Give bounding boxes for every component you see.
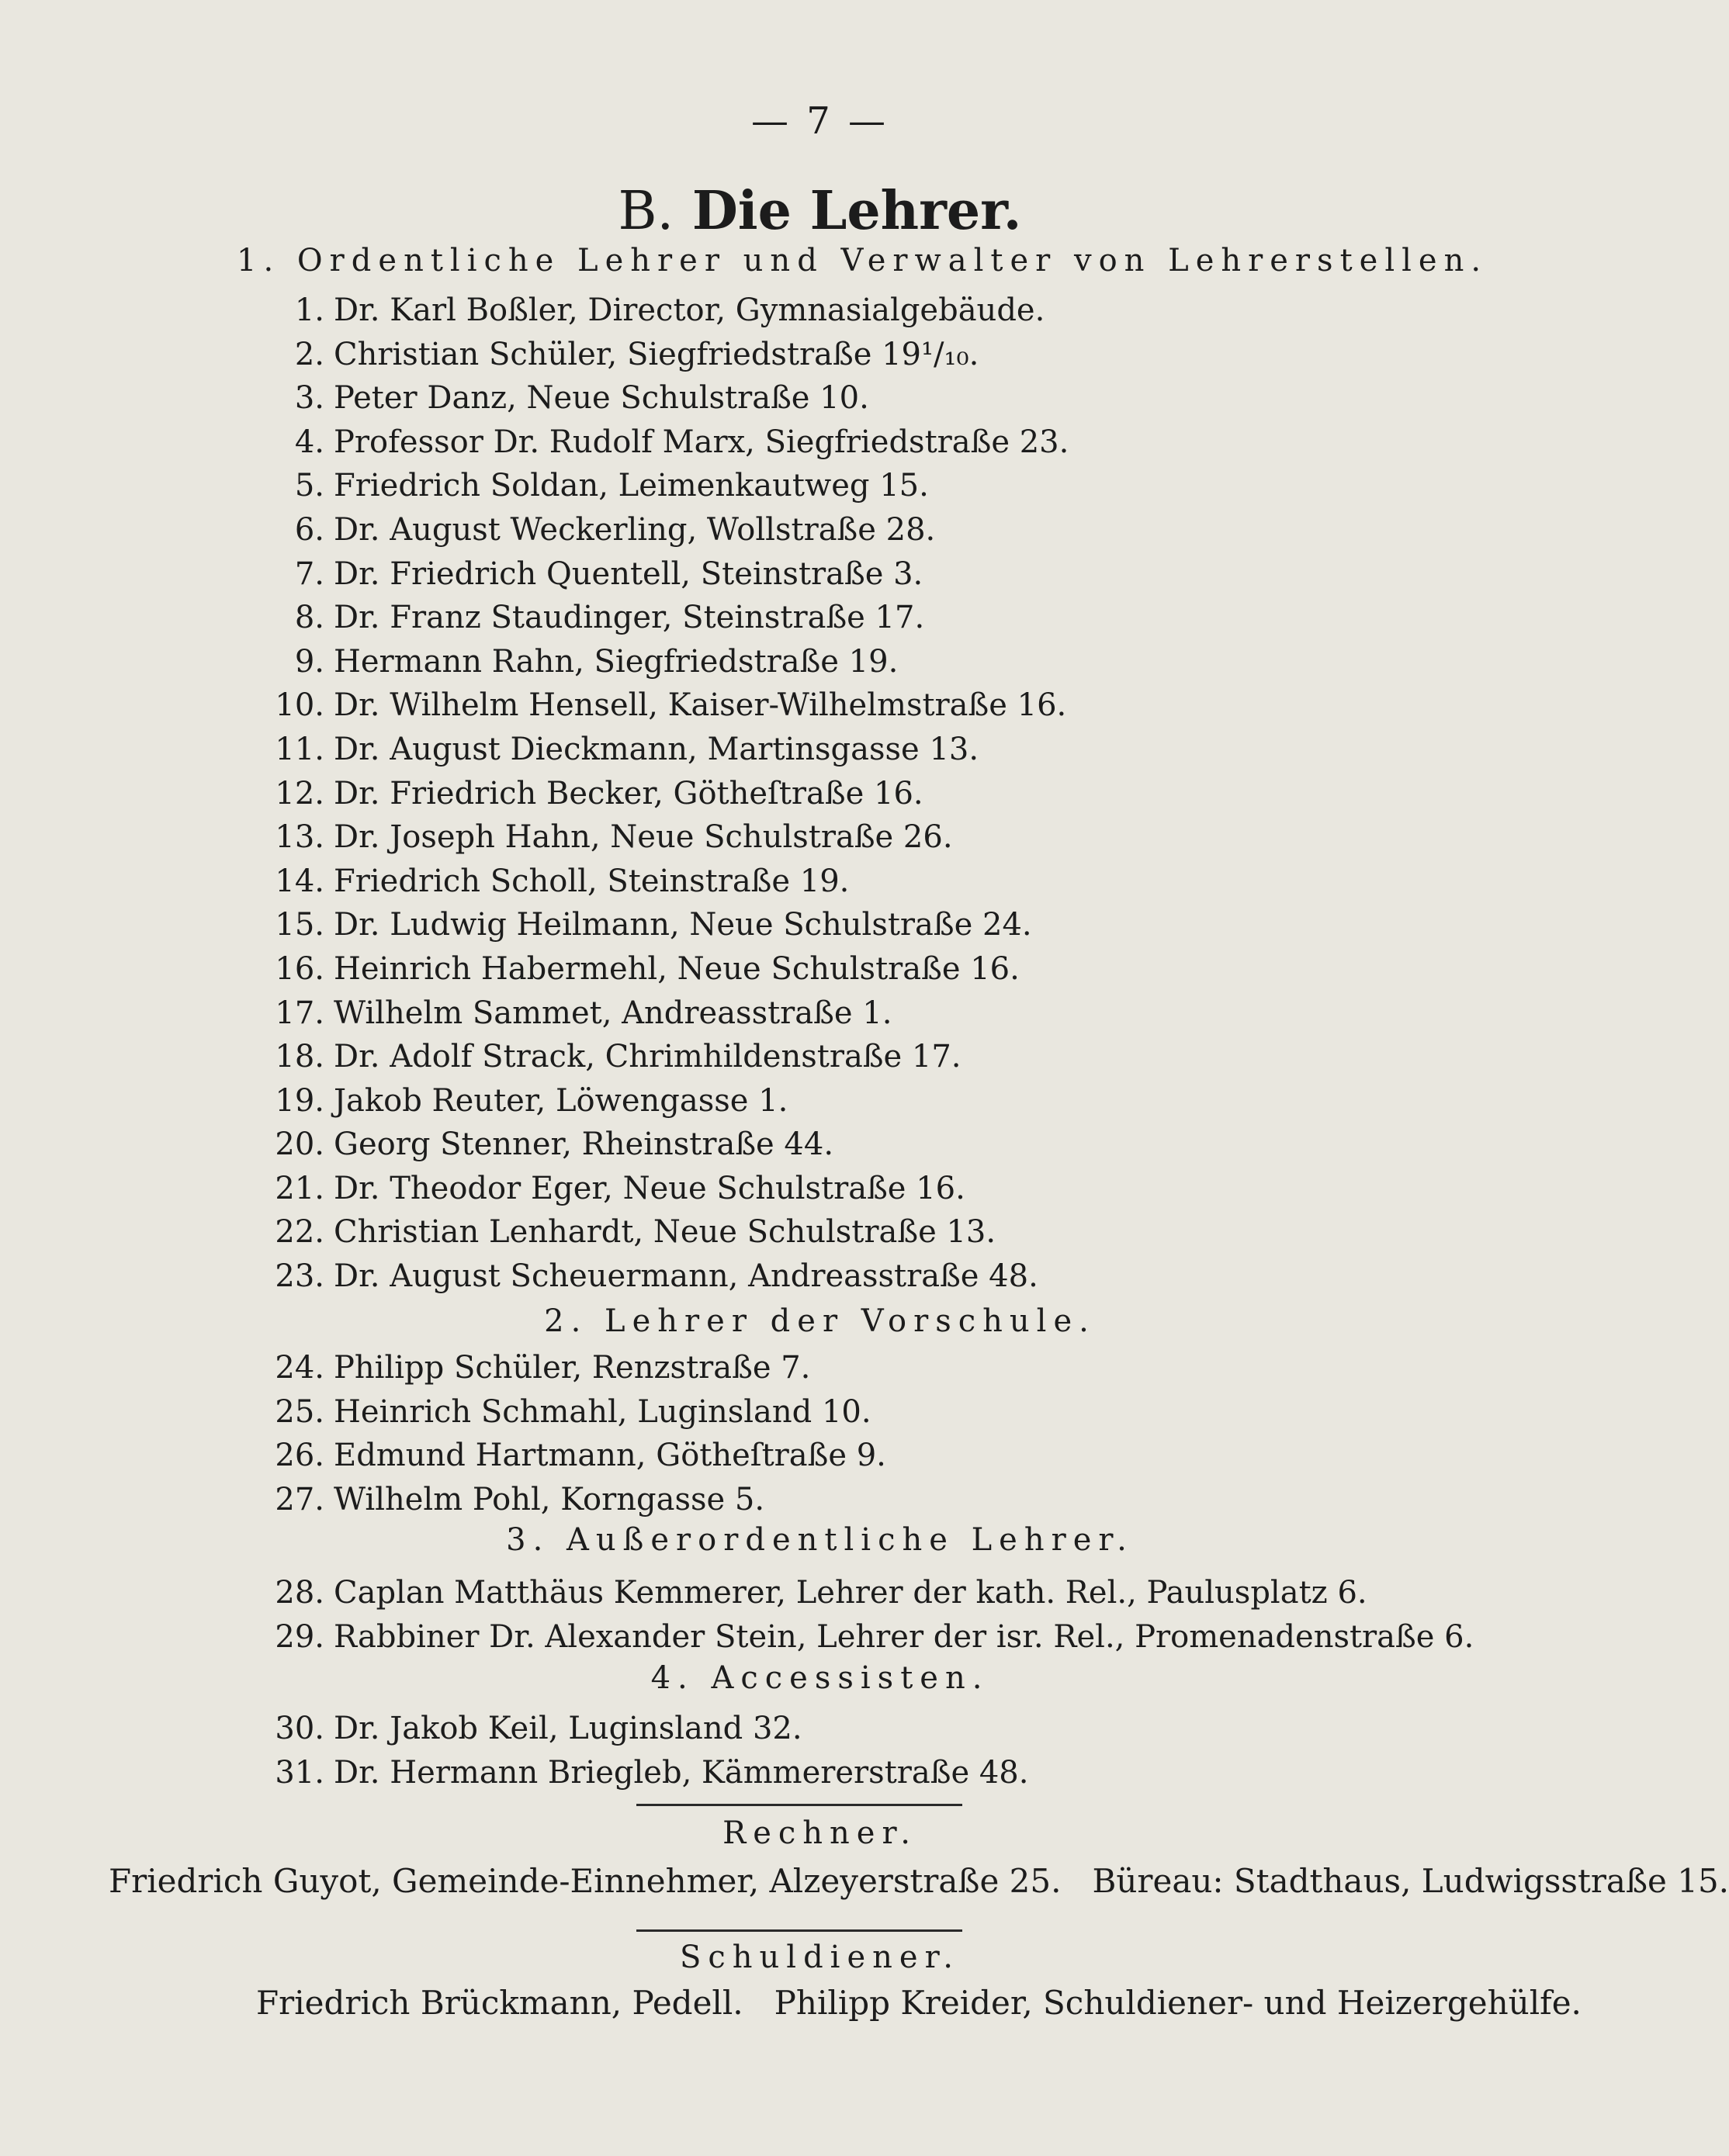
list-item: 21. Dr. Theodor Eger, Neue Schulstraße 16. <box>275 1170 965 1206</box>
section-letter: B. <box>618 181 674 242</box>
list-item: 24. Philipp Schüler, Renzstraße 7. <box>275 1350 811 1386</box>
list-item: 12. Dr. Friedrich Becker, Götheſtraße 16. <box>275 775 923 812</box>
rechner-line <box>109 1862 1729 1900</box>
rechner-office: Büreau: Stadthaus, Ludwigsstraße 15. <box>1092 1862 1729 1900</box>
list-item: 31. Dr. Hermann Briegleb, Kämmererstraße 48. <box>275 1754 1029 1791</box>
list-item: 30. Dr. Jakob Keil, Luginsland 32. <box>275 1711 802 1746</box>
group-heading-ausserordentliche: 3. Außerordentliche Lehrer. <box>506 1522 1134 1558</box>
group-heading-ordentliche: 1. Ordentliche Lehrer und Verwalter von Lehrerstellen. <box>237 243 1488 279</box>
page-number: — 7 — <box>750 99 889 143</box>
list-item: 19. Jakob Reuter, Löwengasse 1. <box>275 1082 788 1119</box>
list-item: 18. Dr. Adolf Strack, Chrimhildenstraße 17. <box>275 1039 962 1075</box>
list-item: 7. Dr. Friedrich Quentell, Steinstraße 3. <box>294 555 923 592</box>
list-item: 10. Dr. Wilhelm Hensell, Kaiser-Wilhelmstraße 16. <box>275 687 1067 724</box>
list-item: 27. Wilhelm Pohl, Korngasse 5. <box>275 1481 765 1518</box>
list-item: 29. Rabbiner Dr. Alexander Stein, Lehrer der isr. Rel., Promenadenstraße 6. <box>275 1618 1474 1655</box>
section-divider <box>636 1929 962 1932</box>
rechner-name: Friedrich Guyot, Gemeinde-Einnehmer, Alzeyerstraße 25. <box>109 1862 1062 1900</box>
list-item: 1. Dr. Karl Boßler, Director, Gymnasialgebäude. <box>294 292 1045 328</box>
list-item: 4. Professor Dr. Rudolf Marx, Siegfriedstraße 23. <box>294 424 1069 460</box>
rechner-heading: Rechner. <box>722 1815 917 1851</box>
teacher-list-vorschule <box>256 1346 1420 1521</box>
list-item: 9. Hermann Rahn, Siegfriedstraße 19. <box>294 643 899 680</box>
list-item: 25. Heinrich Schmahl, Luginsland 10. <box>275 1393 871 1430</box>
schuldiener-first: Friedrich Brückmann, Pedell. <box>256 1984 743 2022</box>
teacher-list-ausserordentliche <box>256 1571 1474 1659</box>
list-item: 23. Dr. August Scheuermann, Andreasstraße 48. <box>275 1258 1038 1295</box>
schuldiener-heading: Schuldiener. <box>679 1940 961 1975</box>
list-item: 22. Christian Lenhardt, Neue Schulstraße 13. <box>275 1214 996 1251</box>
schuldiener-second: Philipp Kreider, Schuldiener- und Heizergehülfe. <box>774 1984 1582 2022</box>
list-item: 20. Georg Stenner, Rheinstraße 44. <box>275 1126 834 1163</box>
list-item: 28. Caplan Matthäus Kemmerer, Lehrer der kath. Rel., Paulusplatz 6. <box>275 1575 1367 1611</box>
list-item: 17. Wilhelm Sammet, Andreasstraße 1. <box>275 995 892 1031</box>
group-heading-vorschule: 2. Lehrer der Vorschule. <box>544 1303 1096 1339</box>
list-item: 11. Dr. August Dieckmann, Martinsgasse 13. <box>275 731 979 767</box>
section-title <box>0 180 1640 242</box>
section-divider <box>636 1804 962 1806</box>
teacher-list-ordentliche <box>256 289 1420 1299</box>
list-item: 5. Friedrich Soldan, Leimenkautweg 15. <box>294 468 929 504</box>
list-item: 14. Friedrich Scholl, Steinstraße 19. <box>275 863 850 899</box>
list-item: 13. Dr. Joseph Hahn, Neue Schulstraße 26. <box>275 819 953 856</box>
list-item: 2. Christian Schüler, Siegfriedstraße 19¹/₁₀. <box>294 336 979 372</box>
list-item: 6. Dr. August Weckerling, Wollstraße 28. <box>294 511 936 548</box>
list-item: 3. Peter Danz, Neue Schulstraße 10. <box>294 380 869 417</box>
list-item: 8. Dr. Franz Staudinger, Steinstraße 17. <box>294 600 925 636</box>
teacher-list-accessisten <box>256 1707 1420 1794</box>
section-title-text: Die Lehrer. <box>691 180 1022 242</box>
list-item: 16. Heinrich Habermehl, Neue Schulstraße 16. <box>275 950 1020 987</box>
list-item: 26. Edmund Hartmann, Götheſtraße 9. <box>275 1438 886 1474</box>
schuldiener-line <box>256 1984 1582 2022</box>
list-item: 15. Dr. Ludwig Heilmann, Neue Schulstraße 24. <box>275 907 1032 943</box>
group-heading-accessisten: 4. Accessisten. <box>650 1660 989 1696</box>
